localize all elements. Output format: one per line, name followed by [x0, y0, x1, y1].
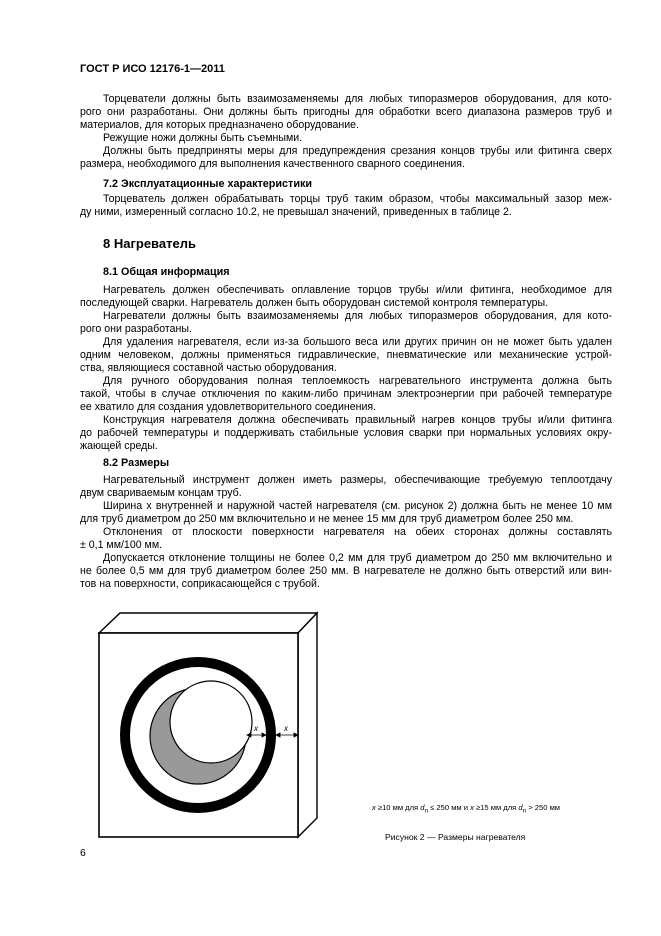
paragraph-line: Для ручного оборудования полная теплоемкость нагревательного инструмента должна быть: [103, 375, 612, 387]
paragraph-line: Допускается отклонение толщины не более 0,2 мм для труб диаметром до 250 мм включительно и: [103, 552, 612, 564]
paragraph-line: до рабочей температуры и поддерживать стабильные условия сварки при нормальных условиях окру-: [80, 427, 612, 439]
paragraph-line: одним человеком, должны применяться гидравлические, пневматические или механические устрой-: [80, 349, 612, 361]
paragraph-line: рого они разработаны.: [80, 323, 192, 335]
paragraph-line: Торцеватели должны быть взаимозаменяемы для любых типоразмеров оборудования, для кото-: [103, 93, 612, 105]
subsection-heading: 8.1 Общая информация: [103, 266, 230, 278]
paragraph-line: не более 0,5 мм для труб диаметром более 250 мм. В нагревателе не должно быть отверстий или вин-: [80, 565, 612, 577]
figure-caption: Рисунок 2 — Размеры нагревателя: [385, 832, 526, 842]
dimension-label-outer: x: [284, 724, 288, 733]
paragraph-line: Отклонения от плоскости поверхности нагревателя на обеих сторонах должны составлять: [103, 526, 612, 538]
note-text: ≤ 250 мм и: [428, 803, 471, 812]
note-text: ≥15 мм для: [473, 803, 519, 812]
paragraph-line: для труб диаметром до 250 мм включительно и не менее 15 мм для труб диаметром более 250 мм.: [80, 513, 574, 525]
paragraph-line: тов на поверхности, соприкасающейся с трубой.: [80, 578, 320, 590]
pipe-bore: [170, 681, 252, 763]
section-heading: 8 Нагреватель: [103, 236, 196, 251]
heater-top-face: [99, 613, 317, 633]
paragraph-line: материалов, для которых предназначено оборудование.: [80, 119, 360, 131]
paragraph-line: Нагревательный инструмент должен иметь размеры, обеспечивающие требуемую теплоотдачу: [103, 474, 612, 486]
note-d: d: [518, 803, 523, 812]
note-text: > 250 мм: [526, 803, 561, 812]
paragraph-line: Режущие ножи должны быть съемными.: [103, 132, 303, 144]
paragraph-line: ду ними, измеренный согласно 10.2, не превышал значений, приведенных в таблице 2.: [80, 206, 512, 218]
note-text: ≥10 мм для: [375, 803, 421, 812]
note-d: d: [420, 803, 425, 812]
paragraph-line: Ширина x внутренней и наружной частей нагревателя (см. рисунок 2) должна быть не менее 10 мм: [103, 500, 612, 512]
dimension-label-inner: x: [254, 724, 258, 733]
paragraph-line: Для удаления нагревателя, если из-за большого веса или других причин он не может быть удален: [103, 336, 612, 348]
subsection-heading: 7.2 Эксплуатационные характеристики: [103, 178, 312, 190]
heater-side-face: [298, 613, 317, 837]
paragraph-line: Торцеватель должен обрабатывать торцы труб таким образом, чтобы максимальный зазор меж-: [103, 193, 612, 205]
paragraph-line: жающей среды.: [80, 440, 158, 452]
note-x: x: [470, 803, 474, 812]
figure-note: [372, 803, 560, 815]
paragraph-line: двум свариваемым концам труб.: [80, 487, 242, 499]
paragraph-line: ± 0,1 мм/100 мм.: [80, 539, 163, 551]
note-sub: n: [424, 807, 429, 815]
paragraph-line: такой, чтобы в случае отключения по каким-либо причинам электроэнергии при рабочей температуре: [80, 388, 612, 400]
paragraph-line: Нагреватели должны быть взаимозаменяемы для любых типоразмеров оборудования, для кото-: [103, 310, 612, 322]
paragraph-line: рого они разработаны. Они должны быть пригодны для обработки всего диапазона размеров труб и: [80, 106, 612, 118]
page-number: 6: [80, 847, 86, 859]
paragraph-line: Конструкция нагревателя должна обеспечивать правильный нагрев концов трубы и/или фитинга: [103, 414, 612, 426]
note-sub: n: [522, 807, 527, 815]
document-header: ГОСТ Р ИСО 12176-1—2011: [80, 63, 225, 75]
paragraph-line: ее хватило для создания удовлетворительного соединения.: [80, 401, 377, 413]
note-x: x: [372, 803, 376, 812]
paragraph-line: Нагреватель должен обеспечивать оплавление торцов трубы и/или фитинга, необходимое для: [103, 284, 612, 296]
paragraph-line: последующей сварки. Нагреватель должен быть оборудован системой контроля температуры.: [80, 297, 549, 309]
subsection-heading: 8.2 Размеры: [103, 457, 170, 469]
paragraph-line: ства, являющиеся составной частью оборудования.: [80, 362, 337, 374]
paragraph-line: Должны быть предприняты меры для предупреждения срезания концов трубы или фитинга сверх: [103, 145, 612, 157]
paragraph-line: размера, необходимого для выполнения качественного сварного соединения.: [80, 158, 465, 170]
